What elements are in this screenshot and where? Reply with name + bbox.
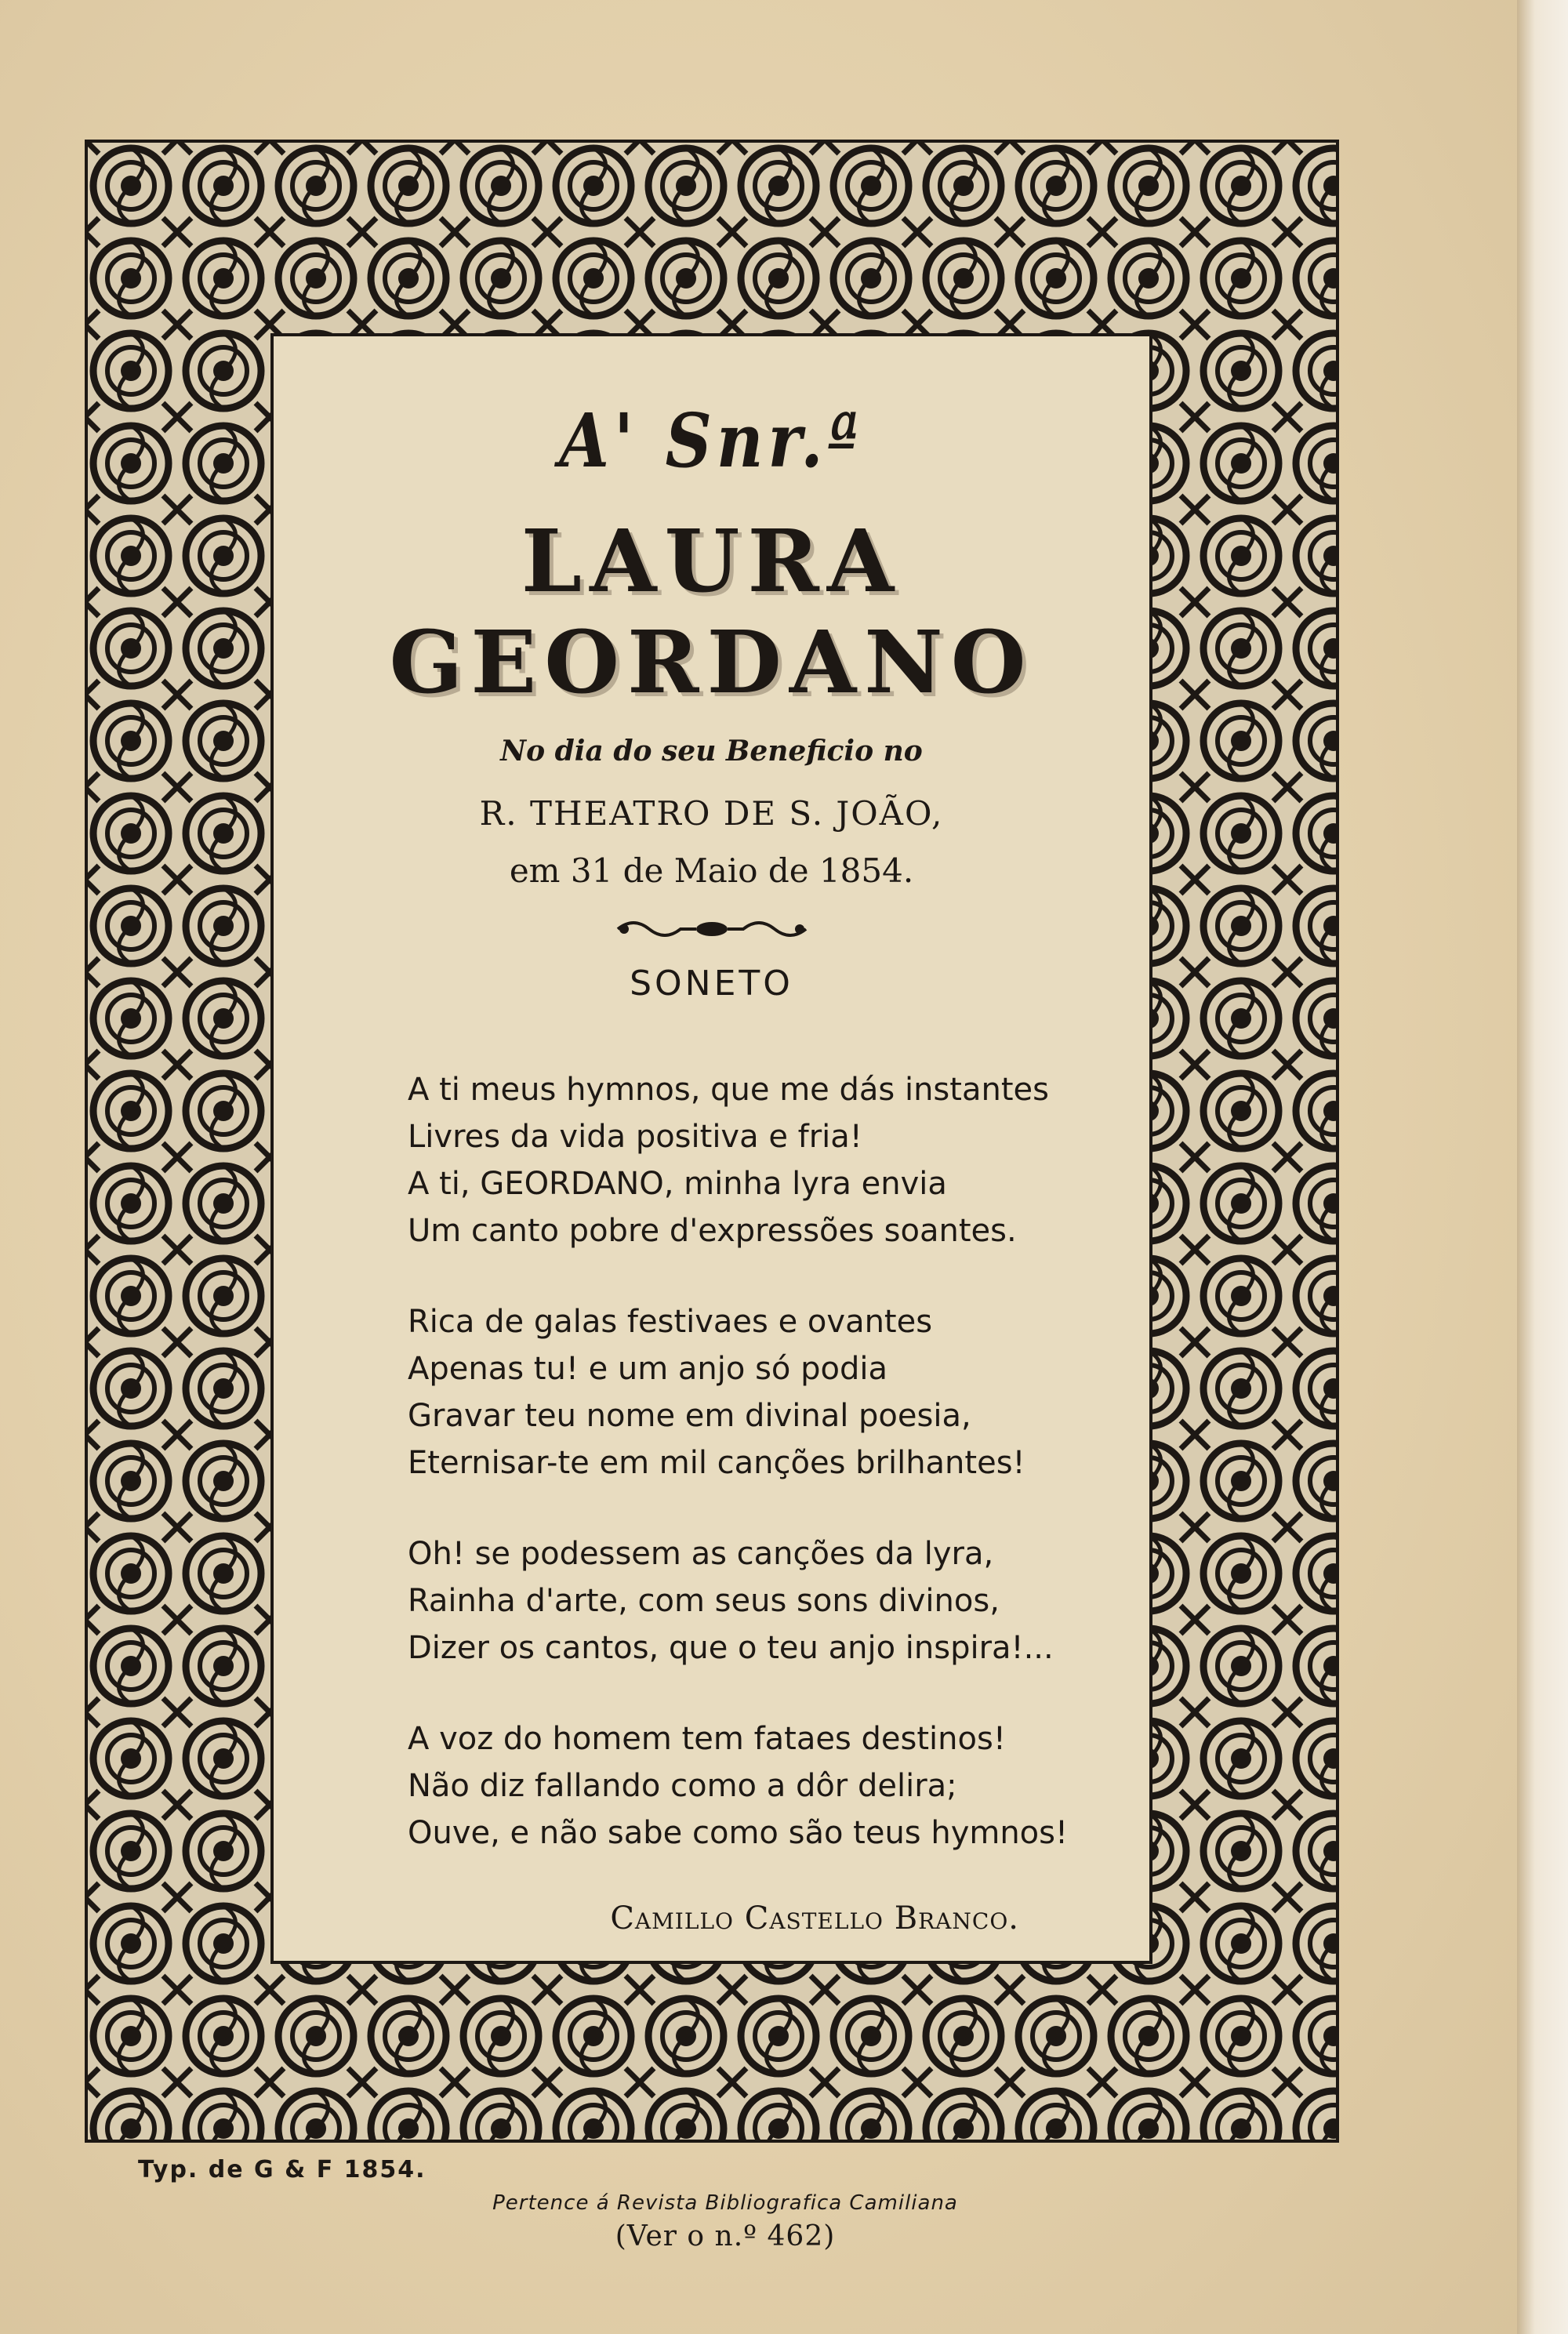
- stanza: [408, 1066, 1152, 1254]
- poem-line: Apenas tu! e um anjo só podia: [408, 1351, 887, 1387]
- divider-ornament-icon: [270, 913, 1152, 945]
- poem-line: A ti, GEORDANO, minha lyra envia: [408, 1166, 947, 1202]
- collection-note: Pertence á Revista Bibliografica Camiliana: [492, 2191, 958, 2215]
- honoree-name: LAURA GEORDANO: [389, 510, 1034, 713]
- facing-page-edge: [1517, 0, 1568, 2334]
- stanza: [408, 1298, 1152, 1486]
- poem-line: Um canto pobre d'expressões soantes.: [408, 1213, 1017, 1249]
- author-signature: Camillo Castello Branco.: [610, 1900, 1019, 1937]
- occasion-line: No dia do seu Beneficio no: [500, 735, 923, 768]
- poem-line: Rica de galas festivaes e ovantes: [408, 1304, 933, 1340]
- sonnet-content: [270, 333, 1152, 1937]
- dedication-line: A' Snr.ª: [559, 397, 864, 485]
- see-also-note: (Ver o n.º 462): [615, 2220, 836, 2252]
- date-line: em 31 de Maio de 1854.: [509, 851, 914, 890]
- stanza: [408, 1530, 1152, 1672]
- poem-line: Ouve, e não sabe como são teus hymnos!: [408, 1815, 1069, 1851]
- poem-body: [408, 1066, 1152, 1857]
- venue-line: R. THEATRO DE S. JOÃO,: [479, 794, 944, 833]
- poem-line: Gravar teu nome em divinal poesia,: [408, 1398, 971, 1434]
- stanza: [408, 1715, 1152, 1857]
- poem-form-title: SONETO: [630, 964, 793, 1004]
- printer-imprint: Typ. de G & F 1854.: [138, 2156, 426, 2183]
- poem-line: Livres da vida positiva e fria!: [408, 1119, 862, 1155]
- poem-line: A voz do homem tem fataes destinos!: [408, 1721, 1006, 1757]
- poem-line: Rainha d'arte, com seus sons divinos,: [408, 1583, 1000, 1619]
- poem-line: Não diz fallando como a dôr delira;: [408, 1768, 957, 1804]
- poem-line: A ti meus hymnos, que me dás instantes: [408, 1072, 1049, 1108]
- poem-line: Dizer os cantos, que o teu anjo inspira!...: [408, 1630, 1054, 1666]
- poem-line: Eternisar-te em mil canções brilhantes!: [408, 1445, 1025, 1481]
- poem-line: Oh! se podessem as canções da lyra,: [408, 1536, 994, 1572]
